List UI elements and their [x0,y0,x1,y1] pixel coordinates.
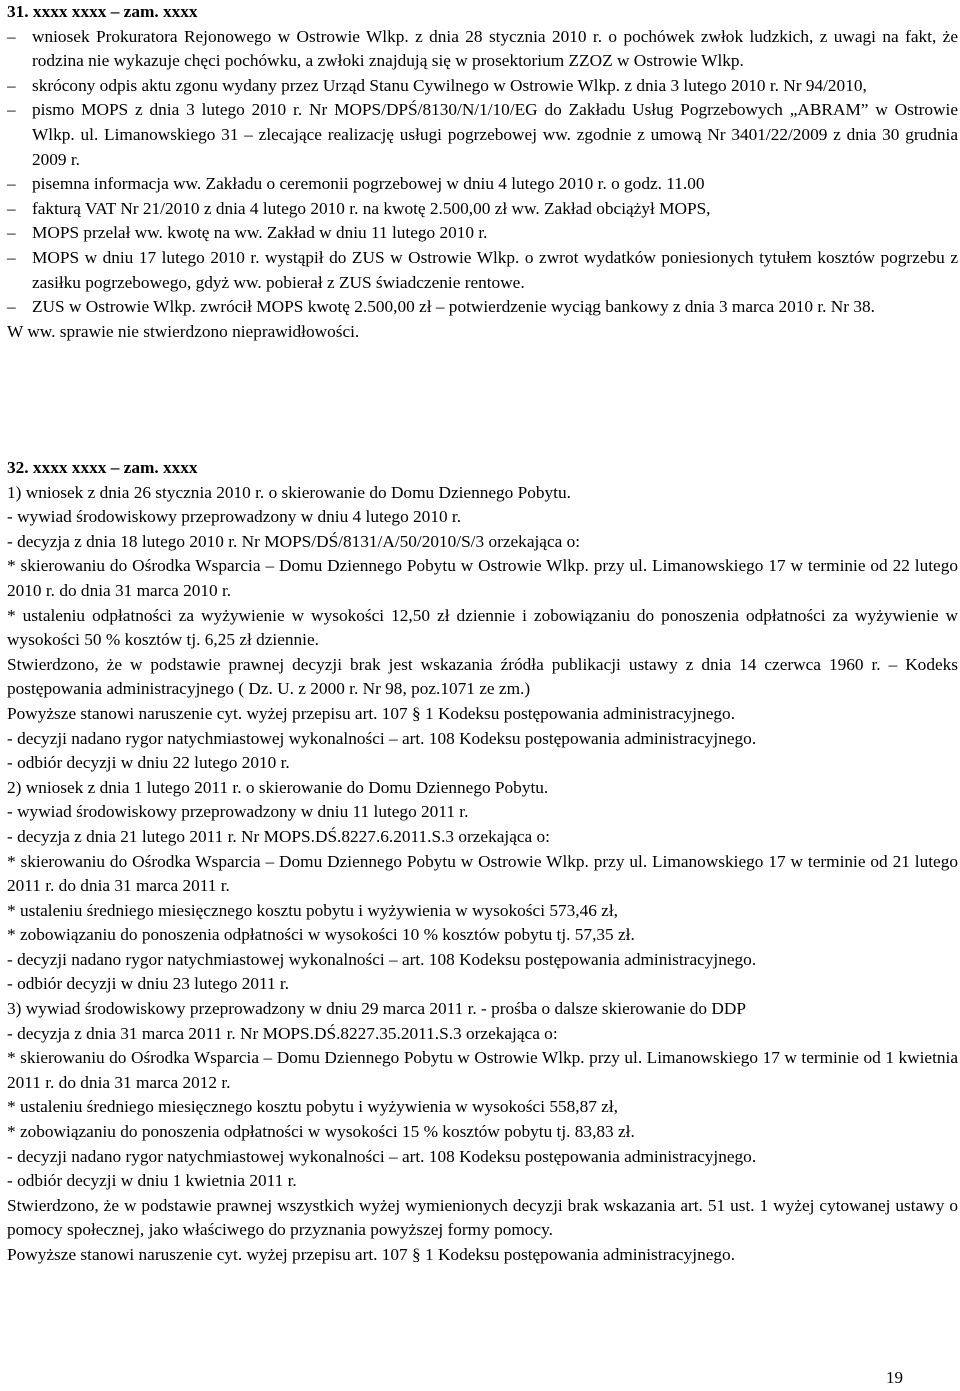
paragraph: * zobowiązaniu do ponoszenia odpłatności w wysokości 15 % kosztów pobytu tj. 83,83 zł. [7,1122,635,1142]
list-item: – wniosek Prokuratora Rejonowego w Ostrowie Wlkp. z dnia 28 stycznia 2010 r. o pochówek zwłok ludzkich, z uwagi na fakt, że rodzina nie wykazuje chęci pochówku, a zwłoki znajdują się w prosektorium ZZOZ w Ostrowie Wlkp. [7,25,958,74]
section-32 [7,456,958,1268]
paragraph: - wywiad środowiskowy przeprowadzony w dniu 4 lutego 2010 r. [7,507,462,527]
list-item: – pismo MOPS z dnia 3 lutego 2010 r. Nr MOPS/DPŚ/8130/N/1/10/EG do Zakładu Usług Pogrzebowych „ABRAM” w Ostrowie Wlkp. ul. Limanowskiego 31 – zlecające realizację usługi pogrzebowej ww. zgodnie z umową Nr 3401/22/2009 z dnia 30 grudnia 2009 r. [7,98,958,172]
paragraph: * ustaleniu średniego miesięcznego kosztu pobytu i wyżywienia w wysokości 558,87 zł, [7,1097,618,1117]
paragraph: - decyzji nadano rygor natychmiastowej wykonalności – art. 108 Kodeksu postępowania administracyjnego. [7,1146,757,1166]
paragraph: - decyzji nadano rygor natychmiastowej wykonalności – art. 108 Kodeksu postępowania administracyjnego. [7,949,757,969]
paragraph: - odbiór decyzji w dniu 1 kwietnia 2011 r. [7,1171,297,1191]
paragraph: Stwierdzono, że w podstawie prawnej decyzji brak jest wskazania źródła publikacji ustawy z dnia 14 czerwca 1960 r. – Kodeks postępowania administracyjnego ( Dz. U. z 2000 r. Nr 98, poz.1071 ze zm.) [7,654,958,699]
paragraph: - decyzja z dnia 21 lutego 2011 r. Nr MOPS.DŚ.8227.6.2011.S.3 orzekająca o: [7,826,550,846]
paragraph: - odbiór decyzji w dniu 23 lutego 2011 r. [7,974,290,994]
paragraph: * zobowiązaniu do ponoszenia odpłatności w wysokości 10 % kosztów pobytu tj. 57,35 zł. [7,925,635,945]
section-heading: 32. xxxx xxxx – zam. xxxx [7,458,198,477]
section-heading: 31. xxxx xxxx – zam. xxxx [7,2,198,21]
paragraph: Powyższe stanowi naruszenie cyt. wyżej przepisu art. 107 § 1 Kodeksu postępowania administracyjnego. [7,703,736,723]
list-item: – MOPS przelał ww. kwotę na ww. Zakład w dniu 11 lutego 2010 r. [7,221,958,246]
paragraph: 3) wywiad środowiskowy przeprowadzony w dniu 29 marca 2011 r. - prośba o dalsze skierowanie do DDP [7,999,746,1019]
list-item: – pisemna informacja ww. Zakładu o ceremonii pogrzebowej w dniu 4 lutego 2010 r. o godz. 11.00 [7,172,958,197]
list-item: – MOPS w dniu 17 lutego 2010 r. wystąpił do ZUS w Ostrowie Wlkp. o zwrot wydatków poniesionych tytułem kosztów pogrzebu z zasiłku pogrzebowego, gdyż ww. pobierał z ZUS świadczenie rentowe. [7,246,958,295]
paragraph: * skierowaniu do Ośrodka Wsparcia – Domu Dziennego Pobytu w Ostrowie Wlkp. przy ul. Limanowskiego 17 w terminie od 22 lutego 2010 r. do dnia 31 marca 2010 r. [7,556,958,600]
section-31 [7,0,958,344]
paragraph: Powyższe stanowi naruszenie cyt. wyżej przepisu art. 107 § 1 Kodeksu postępowania administracyjnego. [7,1245,736,1264]
paragraph: - wywiad środowiskowy przeprowadzony w dniu 11 lutego 2011 r. [7,802,469,822]
paragraph: * ustaleniu średniego miesięcznego kosztu pobytu i wyżywienia w wysokości 573,46 zł, [7,900,618,920]
paragraph: - decyzja z dnia 31 marca 2011 r. Nr MOPS.DŚ.8227.35.2011.S.3 orzekająca o: [7,1023,558,1043]
list-item: – fakturą VAT Nr 21/2010 z dnia 4 lutego 2010 r. na kwotę 2.500,00 zł ww. Zakład obciążył MOPS, [7,197,958,222]
paragraph: Stwierdzono, że w podstawie prawnej wszystkich wyżej wymienionych decyzji brak wskazania art. 51 ust. 1 wyżej cytowanej ustawy o pomocy społecznej, jako właściwego do przyznania powyższej formy pomocy. [7,1195,958,1240]
section-conclusion: W ww. sprawie nie stwierdzono nieprawidłowości. [7,321,360,341]
paragraph: * ustaleniu odpłatności za wyżywienie w wysokości 12,50 zł dziennie i zobowiązaniu do ponoszenia odpłatności za wyżywienie w wysokości 50 % kosztów tj. 6,25 zł dziennie. [7,605,958,650]
paragraph: - decyzja z dnia 18 lutego 2010 r. Nr MOPS/DŚ/8131/A/50/2010/S/3 orzekająca o: [7,531,581,551]
list-item: – skrócony odpis aktu zgonu wydany przez Urząd Stanu Cywilnego w Ostrowie Wlkp. z dnia 3 lutego 2010 r. Nr 94/2010, [7,74,958,99]
paragraph: - odbiór decyzji w dniu 22 lutego 2010 r. [7,753,290,773]
list-item: – ZUS w Ostrowie Wlkp. zwrócił MOPS kwotę 2.500,00 zł – potwierdzenie wyciąg bankowy z dnia 3 marca 2010 r. Nr 38. [7,295,958,320]
paragraph: 2) wniosek z dnia 1 lutego 2011 r. o skierowanie do Domu Dziennego Pobytu. [7,777,549,797]
paragraph: * skierowaniu do Ośrodka Wsparcia – Domu Dziennego Pobytu w Ostrowie Wlkp. przy ul. Limanowskiego 17 w terminie od 21 lutego 2011 r. do dnia 31 marca 2011 r. [7,851,958,896]
paragraph: * skierowaniu do Ośrodka Wsparcia – Domu Dziennego Pobytu w Ostrowie Wlkp. przy ul. Limanowskiego 17 w terminie od 1 kwietnia 2011 r. do dnia 31 marca 2012 r. [7,1048,958,1092]
paragraph: - decyzji nadano rygor natychmiastowej wykonalności – art. 108 Kodeksu postępowania administracyjnego. [7,728,757,748]
page-number: 19 [886,1368,903,1387]
paragraph: 1) wniosek z dnia 26 stycznia 2010 r. o skierowanie do Domu Dziennego Pobytu. [7,482,571,502]
